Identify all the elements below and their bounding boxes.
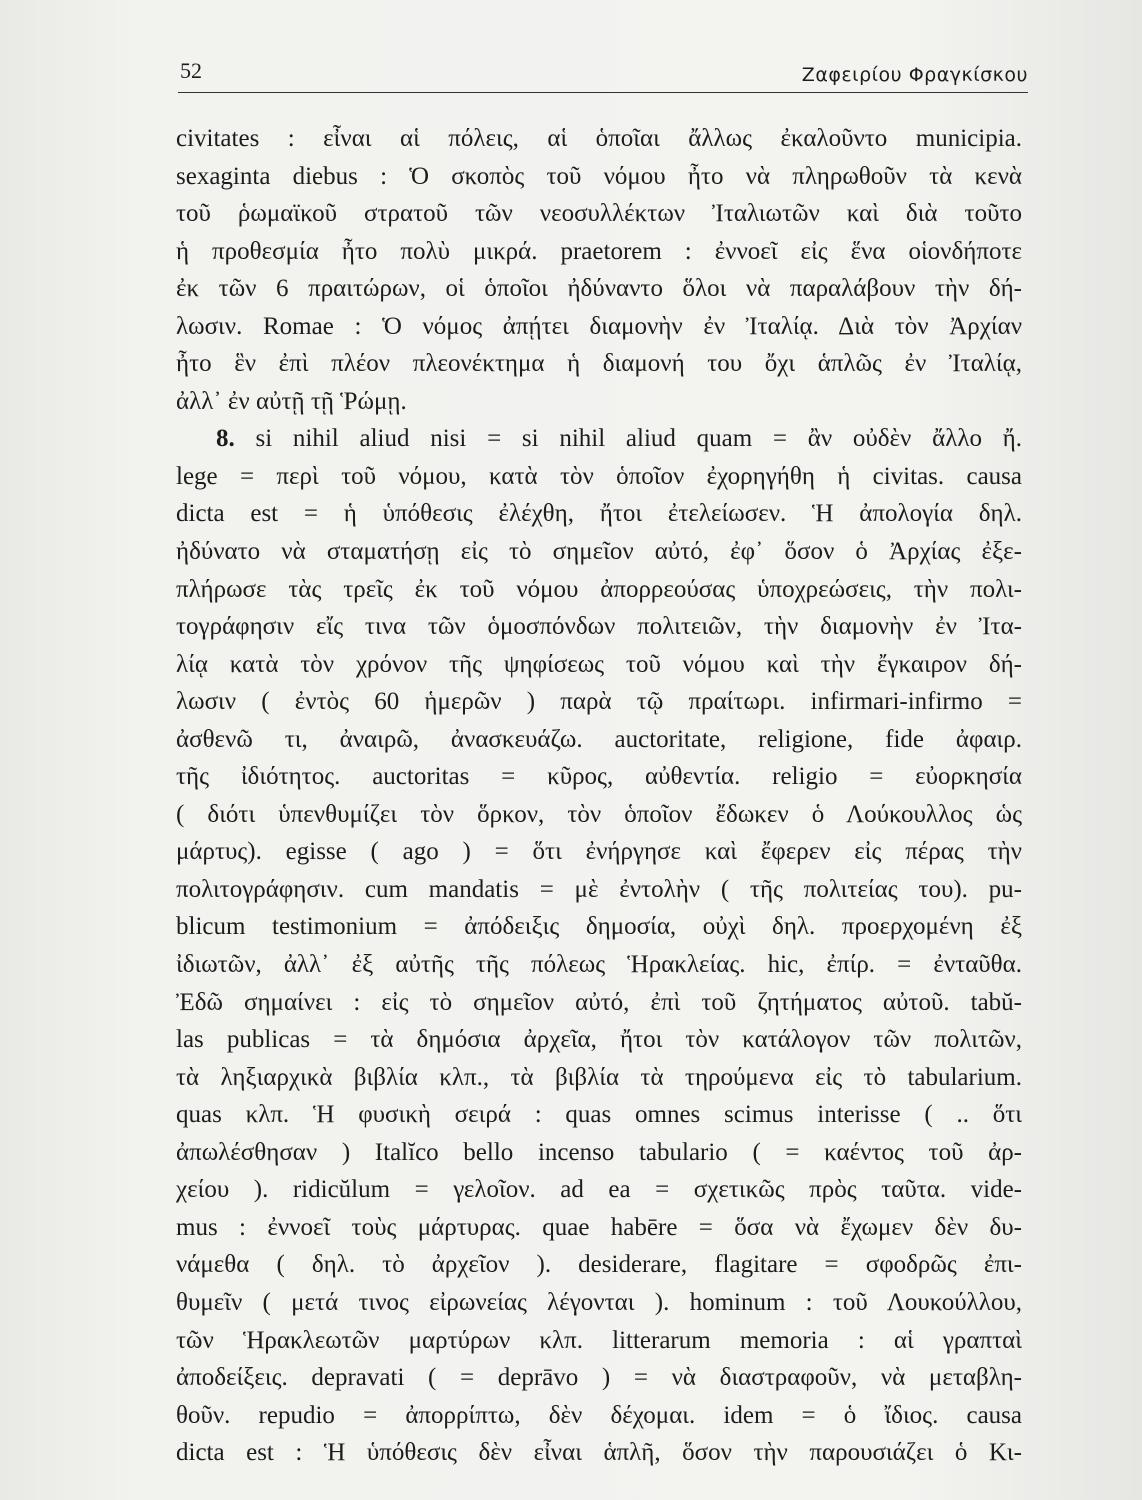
body-text (176, 120, 1022, 1472)
text-line: las publicas = τὰ δημόσια ἀρχεῖα, ἤτοι τὸν κατάλογον τῶν πολιτῶν, (176, 1026, 1022, 1054)
text-line: Ἐδῶ σημαίνει : εἰς τὸ σημεῖον αὐτό, ἐπὶ τοῦ ζητήματος αὐτοῦ. tabŭ- (176, 988, 1022, 1016)
text-line: ( διότι ὑπενθυμίζει τὸν ὅρκον, τὸν ὁποῖον ἔδωκεν ὁ Λούκουλλος ὡς (176, 800, 1022, 828)
text-line: λωσιν ( ἐντὸς 60 ἡμερῶν ) παρὰ τῷ πραίτωρι. infirmari-infirmo = (176, 688, 1022, 716)
text-line: blicum testimonium = ἀπόδειξις δημοσία, οὐχὶ δηλ. προερχομένη ἐξ (176, 913, 1022, 941)
text-line: πολιτογράφησιν. cum mandatis = μὲ ἐντολὴν ( τῆς πολιτείας του). pu- (176, 875, 1022, 903)
text-line: ἐκ τῶν 6 πραιτώρων, οἱ ὁποῖοι ἠδύναντο ὅλοι νὰ παραλάβουν τὴν δή- (176, 275, 1022, 303)
text-line: sexaginta diebus : Ὁ σκοπὸς τοῦ νόμου ἦτο νὰ πληρωθοῦν τὰ κενὰ (176, 162, 1022, 190)
text-line: lege = περὶ τοῦ νόμου, κατὰ τὸν ὁποῖον ἐχορηγήθη ἡ civitas. causa (176, 462, 1022, 490)
running-head: Ζαφειρίου Φραγκίσκου (801, 64, 1028, 86)
text-line: dicta est : Ἡ ὑπόθεσις δὲν εἶναι ἁπλῆ, ὅσον τὴν παρουσιάζει ὁ Κι- (176, 1439, 1022, 1467)
text-line: θοῦν. repudio = ἀπορρίπτω, δὲν δέχομαι. idem = ὁ ἴδιος. causa (176, 1401, 1022, 1429)
text-line: ἰδιωτῶν, ἀλλ᾽ ἐξ αὐτῆς τῆς πόλεως Ἡρακλείας. hic, ἐπίρ. = ἐνταῦθα. (176, 951, 1022, 979)
text-line: τὰ ληξιαρχικὰ βιβλία κλπ., τὰ βιβλία τὰ τηρούμενα εἰς τὸ tabularium. (176, 1063, 1022, 1091)
text-line: λωσιν. Romae : Ὁ νόμος ἀπῄτει διαμονὴν ἐν Ἰταλίᾳ. Διὰ τὸν Ἀρχίαν (176, 312, 1022, 340)
text-line: ἀλλ᾽ ἐν αὐτῇ τῇ Ῥώμῃ. (176, 387, 407, 415)
page-number: 52 (180, 58, 202, 83)
text-line: τῆς ἰδιότητος. auctoritas = κῦρος, αὐθεντία. religio = εὐορκησία (176, 763, 1022, 791)
text-line: civitates : εἶναι αἱ πόλεις, αἱ ὁποῖαι ἄλλως ἐκαλοῦντο municipia. (176, 125, 1022, 152)
text-line: dicta est = ἡ ὑπόθεσις ἐλέχθη, ἤτοι ἐτελείωσεν. Ἡ ἀπολογία δηλ. (176, 500, 1022, 528)
text-line: ἀποδείξεις. depravati ( = deprāvo ) = νὰ διαστραφοῦν, νὰ μεταβλη- (176, 1364, 1022, 1392)
text-line: νάμεθα ( δηλ. τὸ ἀρχεῖον ). desiderare, flagitare = σφοδρῶς ἐπι- (176, 1251, 1022, 1279)
text-line: ἀσθενῶ τι, ἀναιρῶ, ἀνασκευάζω. auctoritate, religione, fide ἀφαιρ. (176, 725, 1022, 753)
text-line: μάρτυς). egisse ( ago ) = ὅτι ἐνήργησε καὶ ἔφερεν εἰς πέρας τὴν (176, 838, 1022, 866)
text-line: ἦτο ἓν ἐπὶ πλέον πλεονέκτημα ἡ διαμονή του ὄχι ἁπλῶς ἐν Ἰταλίᾳ, (176, 350, 1022, 378)
text-line: mus : ἐννοεῖ τοὺς μάρτυρας. quae habēre = ὅσα νὰ ἔχωμεν δὲν δυ- (176, 1213, 1022, 1241)
text-line: θυμεῖν ( μετά τινος εἰρωνείας λέγονται ). hominum : τοῦ Λουκούλλου, (176, 1288, 1022, 1316)
text-line: τογράφησιν εἴς τινα τῶν ὁμοσπόνδων πολιτειῶν, τὴν διαμονὴν ἐν Ἰτα- (176, 613, 1022, 641)
section-first-line (176, 420, 1022, 458)
text-line: quas κλπ. Ἡ φυσικὴ σειρά : quas omnes scimus interisse ( .. ὅτι (176, 1101, 1022, 1129)
text-line: ἠδύνατο νὰ σταματήσῃ εἰς τὸ σημεῖον αὐτό, ἐφ᾽ ὅσον ὁ Ἀρχίας ἐξε- (176, 538, 1022, 566)
text-line: τοῦ ῥωμαϊκοῦ στρατοῦ τῶν νεοσυλλέκτων Ἰταλιωτῶν καὶ διὰ τοῦτο (176, 200, 1022, 228)
section-number: 8. (216, 425, 235, 453)
section-first-line-text: si nihil aliud nisi = si nihil aliud quam = ἂν οὐδὲν ἄλλο ἤ. (255, 425, 1022, 453)
text-line: ἡ προθεσμία ἦτο πολὺ μικρά. praetorem : ἐννοεῖ εἰς ἕνα οἱονδήποτε (176, 237, 1022, 265)
page-header (178, 52, 1028, 93)
text-line: χείου ). ridicŭlum = γελοῖον. ad ea = σχετικῶς πρὸς ταῦτα. vide- (176, 1176, 1022, 1204)
text-line: τῶν Ἡρακλεωτῶν μαρτύρων κλπ. litterarum memoria : αἱ γραπταὶ (176, 1326, 1022, 1354)
text-line: πλήρωσε τὰς τρεῖς ἐκ τοῦ νόμου ἀπορρεούσας ὑποχρεώσεις, τὴν πολι- (176, 575, 1022, 603)
text-line: ἀπωλέσθησαν ) Italĭco bello incenso tabulario ( = καέντος τοῦ ἀρ- (176, 1138, 1022, 1166)
text-line: λίᾳ κατὰ τὸν χρόνον τῆς ψηφίσεως τοῦ νόμου καὶ τὴν ἔγκαιρον δή- (176, 650, 1022, 678)
